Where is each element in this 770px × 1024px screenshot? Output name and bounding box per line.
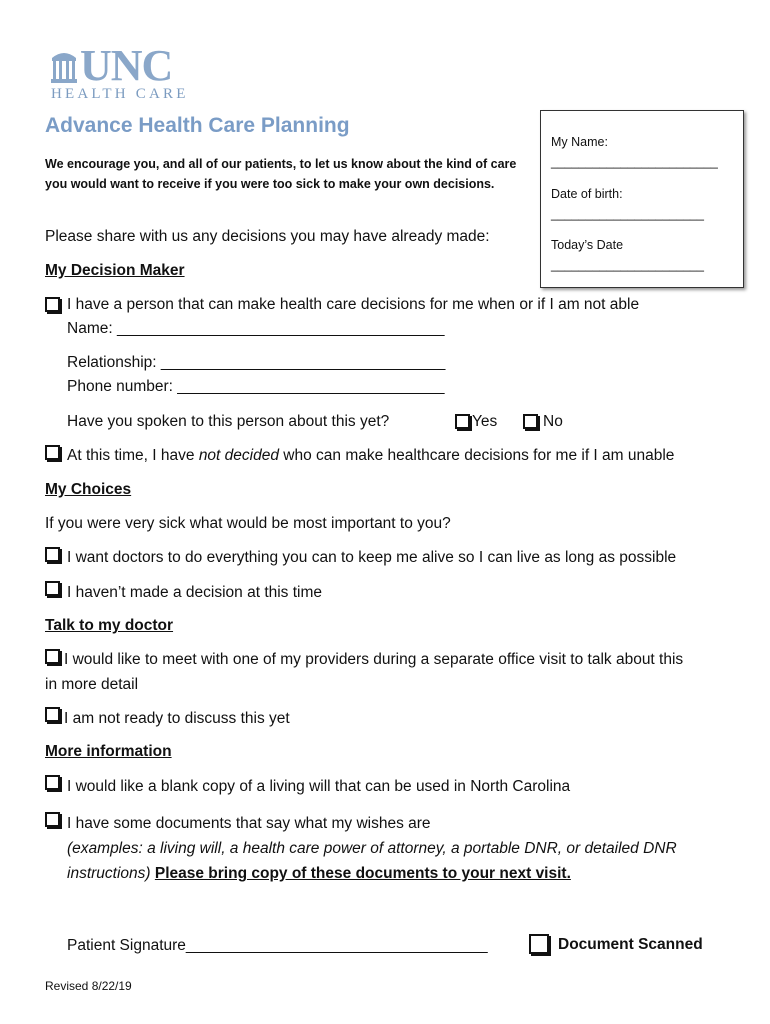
meet-provider-checkbox[interactable] <box>45 649 60 664</box>
date-of-birth-field[interactable]: ______________________ <box>551 207 704 221</box>
living-will-checkbox[interactable] <box>45 775 60 790</box>
examples-text-line1: (examples: a living will, a health care power of attorney, a portable DNR, or detailed DNR <box>67 840 677 857</box>
keep-alive-text: I want doctors to do everything you can to keep me alive so I can live as long as possible <box>67 549 677 566</box>
decision-maker-name-field[interactable]: Name: ______________________________________ <box>67 320 445 337</box>
no-label: No <box>543 413 563 430</box>
living-will-text: I would like a blank copy of a living will that can be used in North Carolina <box>67 778 571 795</box>
relationship-field[interactable]: Relationship: _________________________________ <box>67 354 446 371</box>
section-heading-more-information: More information <box>45 743 172 760</box>
bring-copy-text: Please bring copy of these documents to your next visit. <box>154 865 571 882</box>
my-name-label: My Name: <box>551 135 608 149</box>
keep-alive-checkbox[interactable] <box>45 547 60 562</box>
todays-date-field[interactable]: ______________________ <box>551 258 704 272</box>
page-title: Advance Health Care Planning <box>45 114 350 137</box>
todays-date-label: Today’s Date <box>551 238 624 252</box>
no-checkbox[interactable] <box>523 414 538 429</box>
decision-maker-option-text: I have a person that can make health care decisions for me when or if I am not able <box>67 296 640 313</box>
choices-question: If you were very sick what would be most important to you? <box>45 515 451 532</box>
logo-name: UNC <box>80 41 173 90</box>
meet-provider-text-line1: I would like to meet with one of my providers during a separate office visit to talk about this <box>64 651 684 668</box>
share-prompt: Please share with us any decisions you may have already made: <box>45 228 490 245</box>
section-heading-decision-maker: My Decision Maker <box>45 262 185 279</box>
not-ready-checkbox[interactable] <box>45 707 60 722</box>
no-decision-checkbox[interactable] <box>45 581 60 596</box>
old-well-icon <box>50 48 78 84</box>
patient-info-box <box>540 110 744 288</box>
intro-text: We encourage you, and all of our patients, to let us know about the kind of care you would want to receive if you were too sick to make your own decisions. <box>45 157 517 191</box>
decision-maker-checkbox[interactable] <box>45 297 60 312</box>
not-decided-text: At this time, I have not decided who can make healthcare decisions for me if I am unable <box>67 447 675 464</box>
my-name-field[interactable]: ________________________ <box>551 155 718 169</box>
no-decision-text: I haven’t made a decision at this time <box>67 584 323 601</box>
patient-signature-field[interactable]: Patient Signature___________________________________ <box>67 937 488 954</box>
meet-provider-text-line2: in more detail <box>45 676 139 693</box>
date-of-birth-label: Date of birth: <box>551 187 623 201</box>
document-scanned-label: Document Scanned <box>558 936 703 953</box>
documents-checkbox[interactable] <box>45 812 60 827</box>
spoken-question: Have you spoken to this person about this yet? <box>67 413 390 430</box>
not-ready-text: I am not ready to discuss this yet <box>64 710 290 727</box>
section-heading-my-choices: My Choices <box>45 481 132 498</box>
yes-checkbox[interactable] <box>455 414 470 429</box>
documents-text: I have some documents that say what my wishes are <box>67 815 431 832</box>
phone-number-field[interactable]: Phone number: _______________________________ <box>67 378 445 395</box>
logo-subtitle: HEALTH CARE <box>51 86 189 102</box>
section-heading-talk-to-doctor: Talk to my doctor <box>45 617 174 634</box>
yes-label: Yes <box>472 413 498 430</box>
document-scanned-checkbox[interactable] <box>529 934 549 954</box>
not-decided-checkbox[interactable] <box>45 445 60 460</box>
examples-text-line2: instructions) Please bring copy of these documents to your next visit. <box>67 865 571 882</box>
revised-date: Revised 8/22/19 <box>45 979 132 993</box>
